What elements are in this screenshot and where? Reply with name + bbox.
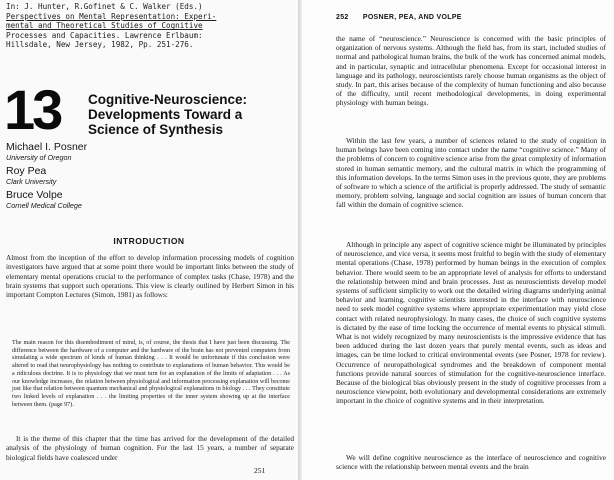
author-affiliation: Cornell Medical College	[6, 201, 82, 210]
author	[6, 189, 206, 210]
author-name: Roy Pea	[6, 165, 47, 177]
author-list	[6, 141, 206, 213]
chapter-title-line: Science of Synthesis	[88, 122, 224, 137]
body-paragraph: We will define cognitive neuroscience as the interface of neuroscience and cognitive science with the relationship between mental events and the brain	[336, 453, 606, 472]
author	[6, 165, 206, 186]
right-page	[302, 0, 614, 480]
author-name: Michael I. Posner	[6, 141, 88, 153]
body-paragraph: the name of “neuroscience.” Neuroscience is concerned with the basic principles of organization of nervous systems. Although the field has, from its start, included studies of normal and pathological human brains, the bulk of the work has concerned animal models, and in particular, synaptic and intracellular phenomena. Except for occasional interest in language and its pathology, neuroscientists rarely choose human organisms as the object of study. In part, this arises because of the complexity of human functioning and also because of the difficulty, until recent methodological developments, in doing experimental physiology with human beings.	[336, 34, 606, 108]
chapter-title-line: Cognitive-Neuroscience:	[88, 92, 248, 107]
running-head-title: POSNER, PEA, AND VOLPE	[362, 14, 462, 21]
chapter-title-line: Developments Toward a	[88, 107, 243, 122]
body-paragraph: Although in principle any aspect of cognitive science might be illuminated by principles of neuroscience, and vice versa, it seems most fruitful to begin with the study of elementary mental operations (Chase, 1978) performed by human beings in the execution of complex behavior. There would seem to be an appropriate level of analysis for efforts to understand the relationship between mind and brain processes. Just as neuroscientists develop model systems of sufficient simplicity to work out the detailed wiring diagrams underlying animal behavior and learning, cognitive scientists interested in the interface with neuroscience need to seek model cognitive systems where appropriate experimentation may yield close contact with related neurophysiology. In many cases, the choice of such cognitive systems is dictated by the ease of time locking the occurrence of mental events to physical stimuli. What is not widely recognized by many neuroscientists is the impressive evidence that has been adduced during the last dozen years that purely mental events, such as ideas and images, can be time locked to critical environmental events (see Posner, 1978 for review). Occurrence of neuropathological syndromes and the breakdown of component mental functions provide natural sources of stimulation for the cognitive-neuroscience interface. Because of the biological bias obviously present in the study of cognitive processes from a neuroscience viewpoint, both evolutionary and developmental considerations are extremely important in the choice of cognitive systems and in their interpretation.	[336, 240, 606, 406]
chapter-title	[88, 92, 294, 137]
running-header	[336, 14, 596, 21]
left-page	[0, 0, 298, 480]
author-affiliation: Clark University	[6, 177, 57, 186]
block-quote: The main reason for this disembodiment of mind, is, of course, the thesis that I have just been discussing. The difference between the hardware of a computer and the hardware of the brain has not prevented computers from simulating a wide spectrum of kinds of human thinking . . . It would be unfortunate if this conclusion were altered to read that neurophysiology has nothing to contribute to explanations of human behavior. This would be a ridiculous doctrine. It is to physiology that we must turn for an explanation of the limits of adaptation . . . As our knowledge increases, the relation between physiological and information processing explanation will become just like that relation between quantum mechanical and physiological explanations in biology . . . They constitute two linked levels of explanation . . . the limiting properties of the inner system showing up at the interface between them. (page 97).	[12, 340, 290, 408]
citation-line: Perspectives on Mental Representation: Experi-	[6, 11, 217, 21]
page-number: 251	[254, 466, 266, 475]
page-number: 252	[336, 14, 349, 21]
author-name: Bruce Volpe	[6, 189, 63, 201]
body-paragraph: It is the theme of this chapter that the time has arrived for the development of the detailed analysis of the physiology of human cognition. For the last 15 years, a number of separate biological fields have coalesced under	[6, 434, 294, 462]
author	[6, 141, 206, 162]
citation-line: Hillsdale, New Jersey, 1982, Pp. 251-276.	[6, 40, 194, 50]
chapter-number: 13	[4, 78, 61, 141]
citation-line: mental and Theoretical Studies of Cognitive	[6, 21, 203, 31]
section-heading: INTRODUCTION	[113, 236, 185, 246]
author-affiliation: University of Oregon	[6, 153, 72, 162]
citation-line: Processes and Capacities. Lawrence Erlbaum:	[6, 30, 203, 40]
body-paragraph: Within the last few years, a number of sciences related to the study of cognition in human beings have been coming into contact under the name “cognitive science.” Many of the problems of concern to cognitive science arise from the great complexity of information stored in human semantic memory, and the cultural matrix in which the programming of this information develops. In the terms Simon uses in the previous quote, they are problems of software to which a science of the artificial is properly addressed. The study of semantic memory, problem solving, language and social cognition are issues of human concern that fall within the domain of cognitive science.	[336, 136, 606, 210]
citation-block	[6, 2, 296, 50]
citation-line: In: J. Hunter, R.Gofinet & C. Walker (Eds.)	[6, 2, 203, 11]
body-paragraph: Almost from the inception of the effort to develop information processing models of cognition investigators have argued that at some point there would be important links between the study of elementary mental operations crucial to the performance of complex tasks (Chase, 1978) and the brain systems that support such operations. This view is clearly outlined by Herbert Simon in his important Compton Lectures (Simon, 1981) as follows:	[6, 253, 294, 300]
